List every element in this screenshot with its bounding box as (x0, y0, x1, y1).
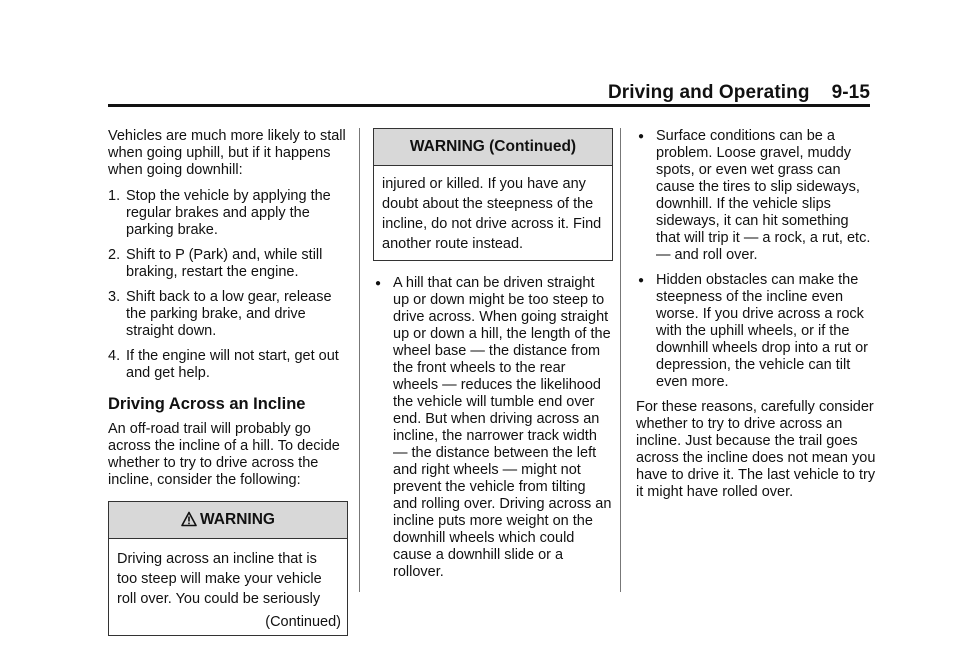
warning-body: Driving across an incline that is too steep will make your vehicle roll over. You could be seriously (117, 551, 322, 607)
intro-paragraph: Vehicles are much more likely to stall when going uphill, but if it happens when going downhill: (108, 128, 346, 178)
bullet-icon: ● (638, 275, 645, 286)
page-number: 9-15 (831, 82, 870, 103)
warning-title: WARNING (200, 511, 275, 528)
step-text: Stop the vehicle by applying the regular brakes and apply the parking brake. (126, 188, 331, 238)
bullet-icon: ● (638, 131, 645, 142)
step-item (108, 348, 348, 382)
bullet-item (636, 128, 876, 264)
step-item (108, 289, 348, 340)
column-2 (373, 128, 613, 589)
step-text: If the engine will not start, get out and get help. (126, 348, 339, 381)
column-divider (620, 128, 621, 592)
conclusion-paragraph: For these reasons, carefully consider whether to try to drive across an incline. Just because the trail goes across the incline does not mean you have to drive it. The last vehicle to try it might have rolled over. (636, 399, 876, 500)
bullet-text: Hidden obstacles can make the steepness of the incline even worse. If you drive across a rock with the uphill wheels, or if the downhill wheels drop into a rut or depression, the vehicle can tilt even more. (656, 272, 868, 390)
incline-paragraph: An off-road trail will probably go across the incline of a hill. To decide whether to try to drive across the incline, consider the following: (108, 421, 340, 488)
column-divider (359, 128, 360, 592)
warning-box (108, 501, 348, 636)
step-number: 2. (108, 247, 121, 263)
step-text: Shift back to a low gear, release the parking brake, and drive straight down. (126, 289, 332, 339)
section-title: Driving and Operating (607, 82, 810, 103)
step-text: Shift to P (Park) and, while still braking, restart the engine. (126, 247, 323, 280)
bullet-item (636, 272, 876, 391)
warning-header: WARNING (Continued) (374, 129, 612, 166)
column-1 (108, 128, 348, 636)
warning-continued: (Continued) (265, 614, 341, 630)
column-3 (636, 128, 876, 510)
step-item (108, 247, 348, 281)
bullet-text: Surface conditions can be a problem. Loose gravel, muddy spots, or even wet grass can cause the tires to slip sideways, downhill. If the vehicle slips sideways, it can hit something that will trip it — a rock, a rut, etc. — and roll over. (656, 128, 871, 263)
bullet-icon: ● (375, 278, 382, 289)
step-number: 1. (108, 188, 121, 204)
section-heading: Driving Across an Incline (108, 395, 306, 413)
bullet-text: A hill that can be driven straight up or down might be too steep to drive across. When going straight up or down a hill, the length of the wheel base — the distance from the front wheels to the rear wheels — reduces the likelihood the vehicle will tumble end over end. But when driving across an incline, the narrower track width — the distance between the left and right wheels — might not prevent the vehicle from tilting and rolling over. Driving across an incline puts more weight on the downhill wheels which could cause a downhill slide or a rollover. (393, 275, 612, 580)
step-number: 3. (108, 289, 121, 305)
warning-header (109, 502, 347, 539)
warning-body: injured or killed. If you have any doubt about the steepness of the incline, do not drive across it. Find another route instead. (382, 176, 602, 252)
warning-triangle-icon (181, 505, 197, 541)
step-item (108, 188, 348, 239)
page-header-title (608, 82, 870, 104)
warning-box-continued (373, 128, 613, 261)
page-header (108, 78, 870, 107)
bullet-item (373, 275, 613, 581)
step-number: 4. (108, 348, 121, 364)
